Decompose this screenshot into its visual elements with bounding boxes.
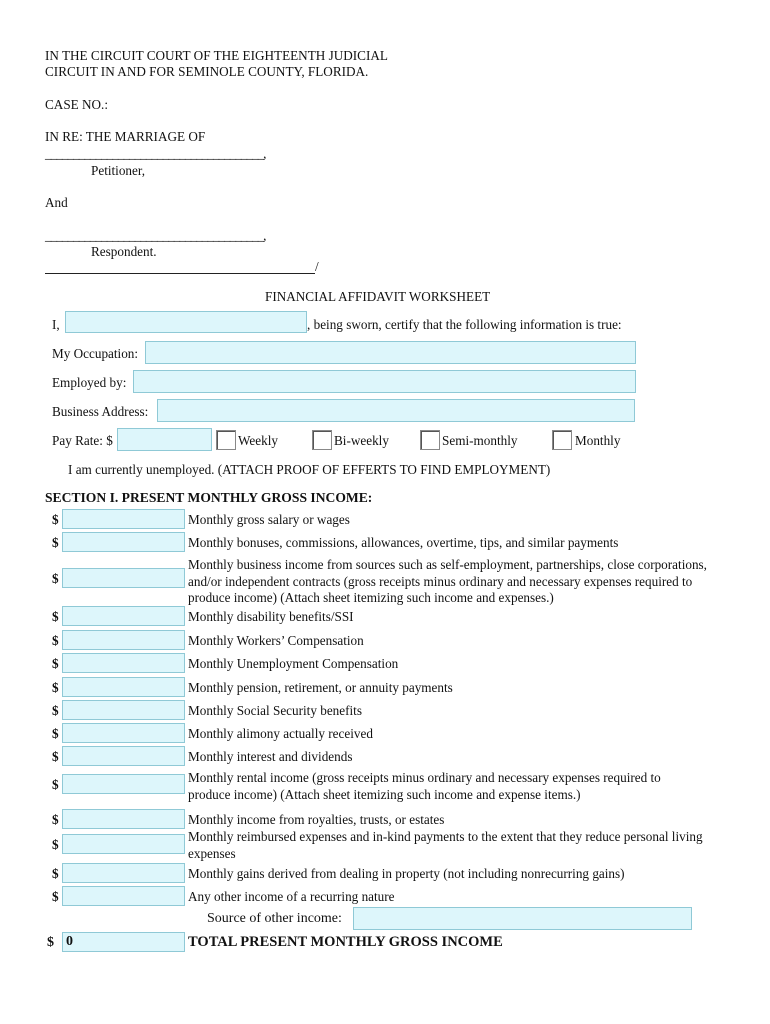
petitioner-blank-line: _______________________________________, [45, 146, 266, 161]
currency-symbol: $ [52, 889, 59, 904]
occupation-input[interactable] [145, 341, 636, 364]
other-source-input[interactable] [353, 907, 692, 930]
unemployed-statement: I am currently unemployed. (ATTACH PROOF OF EFFERTS TO FIND EMPLOYMENT) [68, 462, 551, 477]
semimonthly-label: Semi-monthly [442, 433, 518, 448]
business-income-input[interactable] [62, 568, 185, 588]
currency-symbol: $ [52, 726, 59, 741]
currency-symbol: $ [52, 777, 59, 792]
semimonthly-checkbox[interactable] [420, 430, 440, 450]
currency-symbol: $ [52, 609, 59, 624]
currency-symbol: $ [52, 749, 59, 764]
other-income-input[interactable] [62, 886, 185, 906]
other-source-label: Source of other income: [207, 911, 342, 926]
currency-symbol: $ [52, 633, 59, 648]
respondent-label: Respondent. [91, 244, 157, 259]
court-heading-line2: CIRCUIT IN AND FOR SEMINOLE COUNTY, FLORIDA. [45, 64, 369, 79]
unemployment-compensation-input[interactable] [62, 653, 185, 673]
interest-dividends-label: Monthly interest and dividends [188, 749, 353, 764]
bonuses-input[interactable] [62, 532, 185, 552]
affiant-name-input[interactable] [65, 311, 307, 333]
currency-symbol: $ [52, 656, 59, 671]
court-heading-line1: IN THE CIRCUIT COURT OF THE EIGHTEENTH JUDICIAL [45, 48, 388, 63]
sworn-statement-text: , being sworn, certify that the following information is true: [307, 317, 622, 332]
alimony-input[interactable] [62, 723, 185, 743]
page-title: FINANCIAL AFFIDAVIT WORKSHEET [265, 289, 491, 304]
disability-benefits-input[interactable] [62, 606, 185, 626]
rental-income-label: Monthly rental income (gross receipts minus ordinary and necessary expenses required to produce income) (Attach sheet itemizing such income and expense items.) [188, 770, 661, 802]
weekly-checkbox[interactable] [216, 430, 236, 450]
respondent-blank-line: _______________________________________, [45, 228, 266, 243]
interest-dividends-input[interactable] [62, 746, 185, 766]
business-income-label: Monthly business income from sources such as self-employment, partnerships, close corporations, and/or independent contracts (gross receipts minus ordinary and necessary expenses required to produce income) (Attach sheet itemizing such income and expenses.) [188, 557, 707, 605]
workers-compensation-label: Monthly Workers’ Compensation [188, 633, 364, 648]
employer-label: Employed by: [52, 375, 127, 390]
currency-symbol: $ [47, 935, 54, 950]
currency-symbol: $ [52, 571, 59, 586]
employer-input[interactable] [133, 370, 636, 393]
monthly-checkbox[interactable] [552, 430, 572, 450]
pay-rate-input[interactable] [117, 428, 212, 451]
reimbursed-expenses-label: Monthly reimbursed expenses and in-kind payments to the extent that they reduce personal living expenses [188, 829, 703, 861]
bonuses-label: Monthly bonuses, commissions, allowances, overtime, tips, and similar payments [188, 535, 619, 550]
business-address-label: Business Address: [52, 404, 149, 419]
monthly-label: Monthly [575, 433, 621, 448]
caption-divider-line [45, 273, 315, 274]
biweekly-label: Bi-weekly [334, 433, 389, 448]
pay-rate-label: Pay Rate: $ [52, 433, 113, 448]
alimony-label: Monthly alimony actually received [188, 726, 373, 741]
social-security-input[interactable] [62, 700, 185, 720]
royalties-label: Monthly income from royalties, trusts, or estates [188, 812, 445, 827]
social-security-label: Monthly Social Security benefits [188, 703, 362, 718]
currency-symbol: $ [52, 703, 59, 718]
in-re-label: IN RE: THE MARRIAGE OF [45, 129, 206, 144]
weekly-label: Weekly [238, 433, 278, 448]
total-income-label: TOTAL PRESENT MONTHLY GROSS INCOME [188, 934, 503, 950]
business-address-input[interactable] [157, 399, 635, 422]
gross-salary-label: Monthly gross salary or wages [188, 512, 350, 527]
petitioner-label: Petitioner, [91, 163, 146, 178]
reimbursed-expenses-input[interactable] [62, 834, 185, 854]
biweekly-checkbox[interactable] [312, 430, 332, 450]
section1-heading: SECTION I. PRESENT MONTHLY GROSS INCOME: [45, 490, 373, 505]
disability-benefits-label: Monthly disability benefits/SSI [188, 609, 354, 624]
workers-compensation-input[interactable] [62, 630, 185, 650]
total-income-value: 0 [66, 934, 73, 949]
i-label: I, [52, 317, 60, 332]
rental-income-input[interactable] [62, 774, 185, 794]
currency-symbol: $ [52, 512, 59, 527]
other-income-label: Any other income of a recurring nature [188, 889, 395, 904]
pension-label: Monthly pension, retirement, or annuity payments [188, 680, 453, 695]
royalties-input[interactable] [62, 809, 185, 829]
currency-symbol: $ [52, 812, 59, 827]
unemployment-compensation-label: Monthly Unemployment Compensation [188, 656, 399, 671]
currency-symbol: $ [52, 680, 59, 695]
caption-slash: / [315, 259, 319, 274]
currency-symbol: $ [52, 837, 59, 852]
occupation-label: My Occupation: [52, 346, 139, 361]
total-income-input[interactable] [62, 932, 185, 952]
currency-symbol: $ [52, 535, 59, 550]
property-gains-label: Monthly gains derived from dealing in property (not including nonrecurring gains) [188, 866, 625, 881]
and-label: And [45, 195, 68, 210]
gross-salary-input[interactable] [62, 509, 185, 529]
case-number-label: CASE NO.: [45, 97, 109, 112]
currency-symbol: $ [52, 866, 59, 881]
property-gains-input[interactable] [62, 863, 185, 883]
pension-input[interactable] [62, 677, 185, 697]
